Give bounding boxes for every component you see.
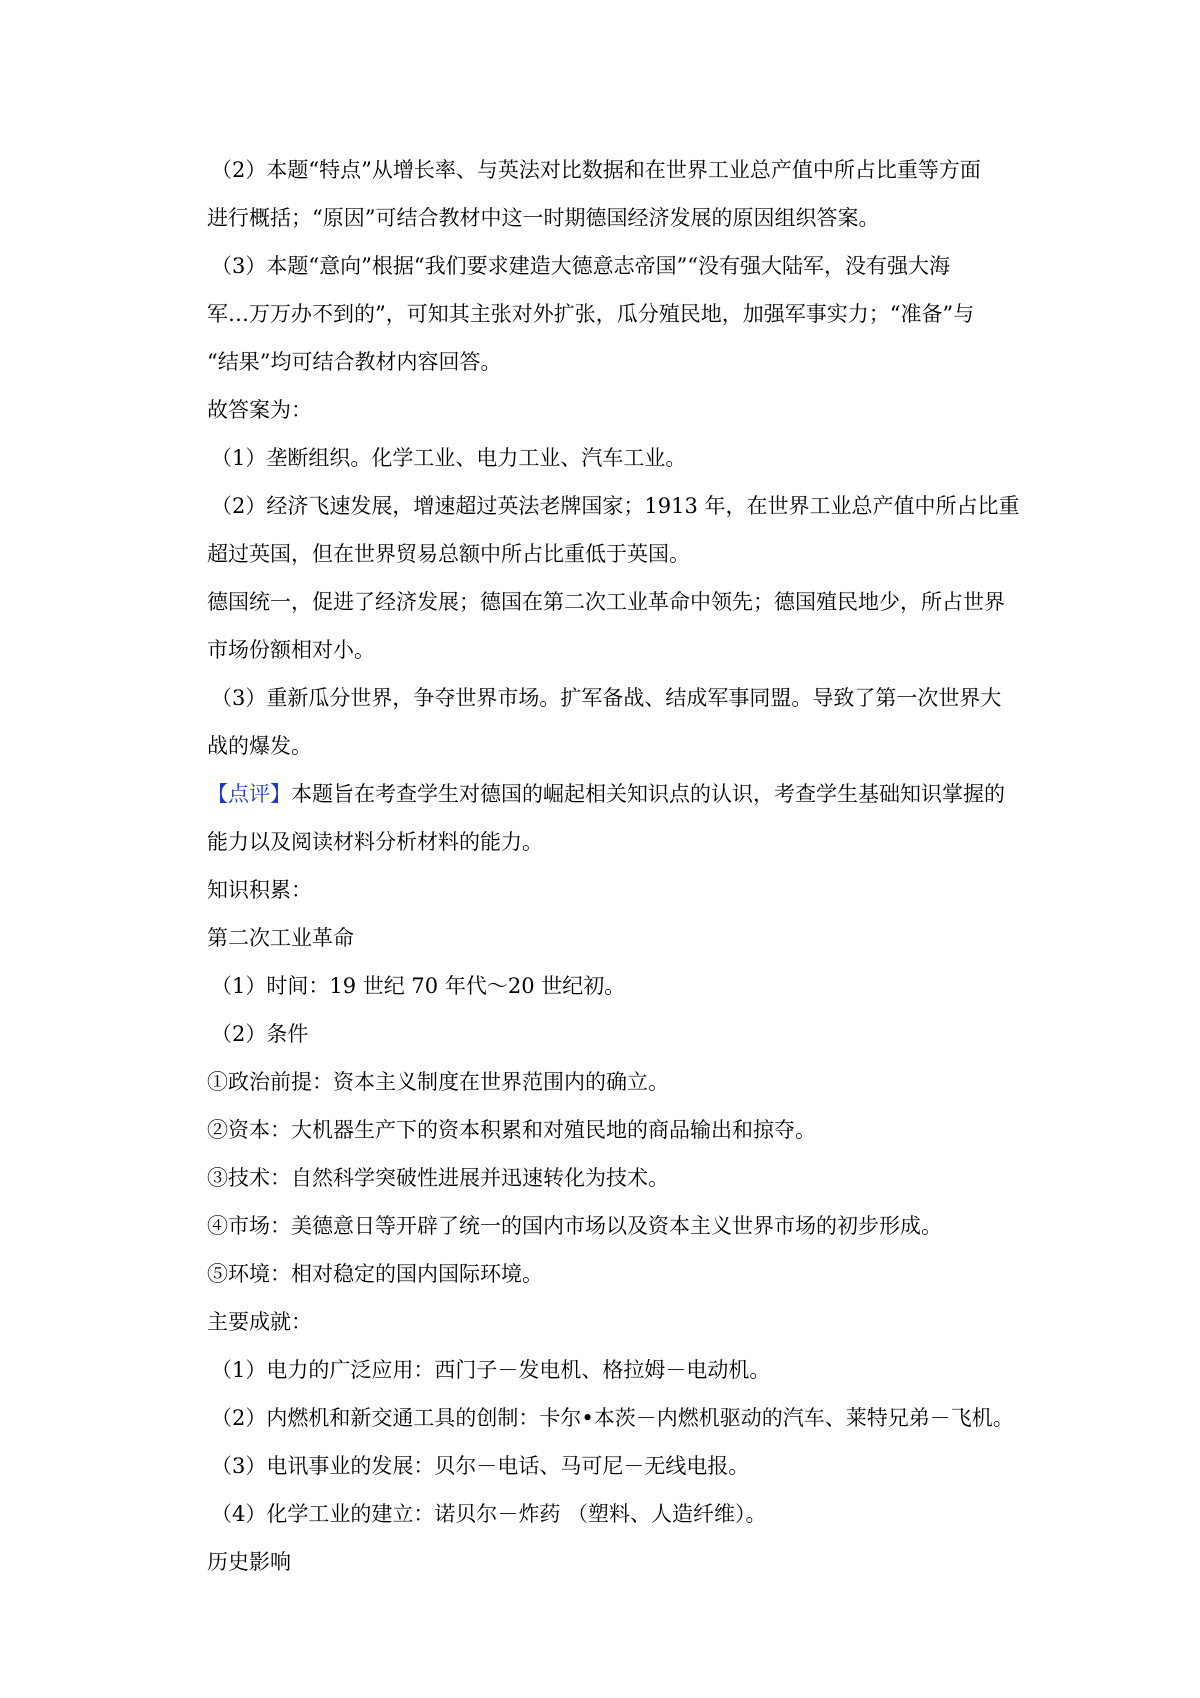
condition-4 [209,1202,1027,1250]
text-line: （1）电力的广泛应用：西门子－发电机、格拉姆－电动机。 [211,1358,771,1382]
text-line: （4）化学工业的建立：诺贝尔－炸药 （塑料、人造纤维）。 [211,1502,767,1526]
text-line: 知识积累： [207,878,312,902]
text-line: （3）重新瓜分世界，争夺世界市场。扩军备战、结成军事同盟。导致了第一次世界大 [211,686,1002,710]
commentary-tag: 【点评】 [207,782,291,806]
answer-2 [209,482,1027,578]
text-line: ②资本：大机器生产下的资本积累和对殖民地的商品输出和掠夺。 [207,1118,816,1142]
text-line: ④市场：美德意日等开辟了统一的国内市场以及资本主义世界市场的初步形成。 [207,1214,942,1238]
commentary [209,770,1027,866]
text-line: （2）本题“特点”从增长率、与英法对比数据和在世界工业总产值中所占比重等方面 [211,158,981,182]
condition-2 [209,1106,1027,1154]
text-line: 历史影响 [207,1550,291,1574]
achievement-1 [209,1346,1027,1394]
text-line: （2）内燃机和新交通工具的创制：卡尔•本茨－内燃机驱动的汽车、莱特兄弟－飞机。 [211,1406,1014,1430]
text-line: “结果”均可结合教材内容回答。 [207,350,502,374]
text-line: ①政治前提：资本主义制度在世界范围内的确立。 [207,1070,669,1094]
text-line: （1）时间：19 世纪 70 年代～20 世纪初。 [211,974,626,998]
text-line: 军…万万办不到的”，可知其主张对外扩张，瓜分殖民地，加强军事实力；“准备”与 [207,302,975,326]
achievement-4 [209,1490,1027,1538]
text-line: ⑤环境：相对稳定的国内国际环境。 [207,1262,543,1286]
achievement-2 [209,1394,1027,1442]
paragraph-analysis-3 [209,242,1027,386]
commentary-text: 本题旨在考查学生对德国的崛起相关知识点的认识，考查学生基础知识掌握的 [291,782,1005,806]
text-line: （3）电讯事业的发展：贝尔－电话、马可尼－无线电报。 [211,1454,750,1478]
text-line: 进行概括；“原因”可结合教材中这一时期德国经济发展的原因组织答案。 [207,206,880,230]
text-line: ③技术：自然科学突破性进展并迅速转化为技术。 [207,1166,669,1190]
condition-3 [209,1154,1027,1202]
text-line: （2）条件 [211,1022,309,1046]
answer-3 [209,674,1027,770]
text-line: （1）垄断组织。化学工业、电力工业、汽车工业。 [211,446,687,470]
paragraph-analysis-2 [209,146,1027,242]
text-line: 超过英国，但在世界贸易总额中所占比重低于英国。 [207,542,690,566]
answer-1 [209,434,1027,482]
text-line: 战的爆发。 [207,734,312,758]
item-conditions [209,1010,1027,1058]
text-line: （3）本题“意向”根据“我们要求建造大德意志帝国”“没有强大陆军，没有强大海 [211,254,951,278]
text-line: 主要成就： [207,1310,312,1334]
text-line: （2）经济飞速发展，增速超过英法老牌国家；1913 年，在世界工业总产值中所占比重 [211,494,1020,518]
section-title [209,914,1027,962]
answer-heading [209,386,1027,434]
text-line: 故答案为： [207,398,312,422]
achievement-3 [209,1442,1027,1490]
achievements-heading [209,1298,1027,1346]
condition-1 [209,1058,1027,1106]
item-time [209,962,1027,1010]
text-line [207,770,1027,818]
knowledge-heading [209,866,1027,914]
impact-heading [209,1538,1027,1586]
text-line: 德国统一，促进了经济发展；德国在第二次工业革命中领先；德国殖民地少，所占世界 [207,590,1005,614]
text-line: 能力以及阅读材料分析材料的能力。 [207,830,543,854]
text-line: 第二次工业革命 [207,926,354,950]
condition-5 [209,1250,1027,1298]
text-line: 市场份额相对小。 [207,638,375,662]
answer-2-reasons [209,578,1027,674]
